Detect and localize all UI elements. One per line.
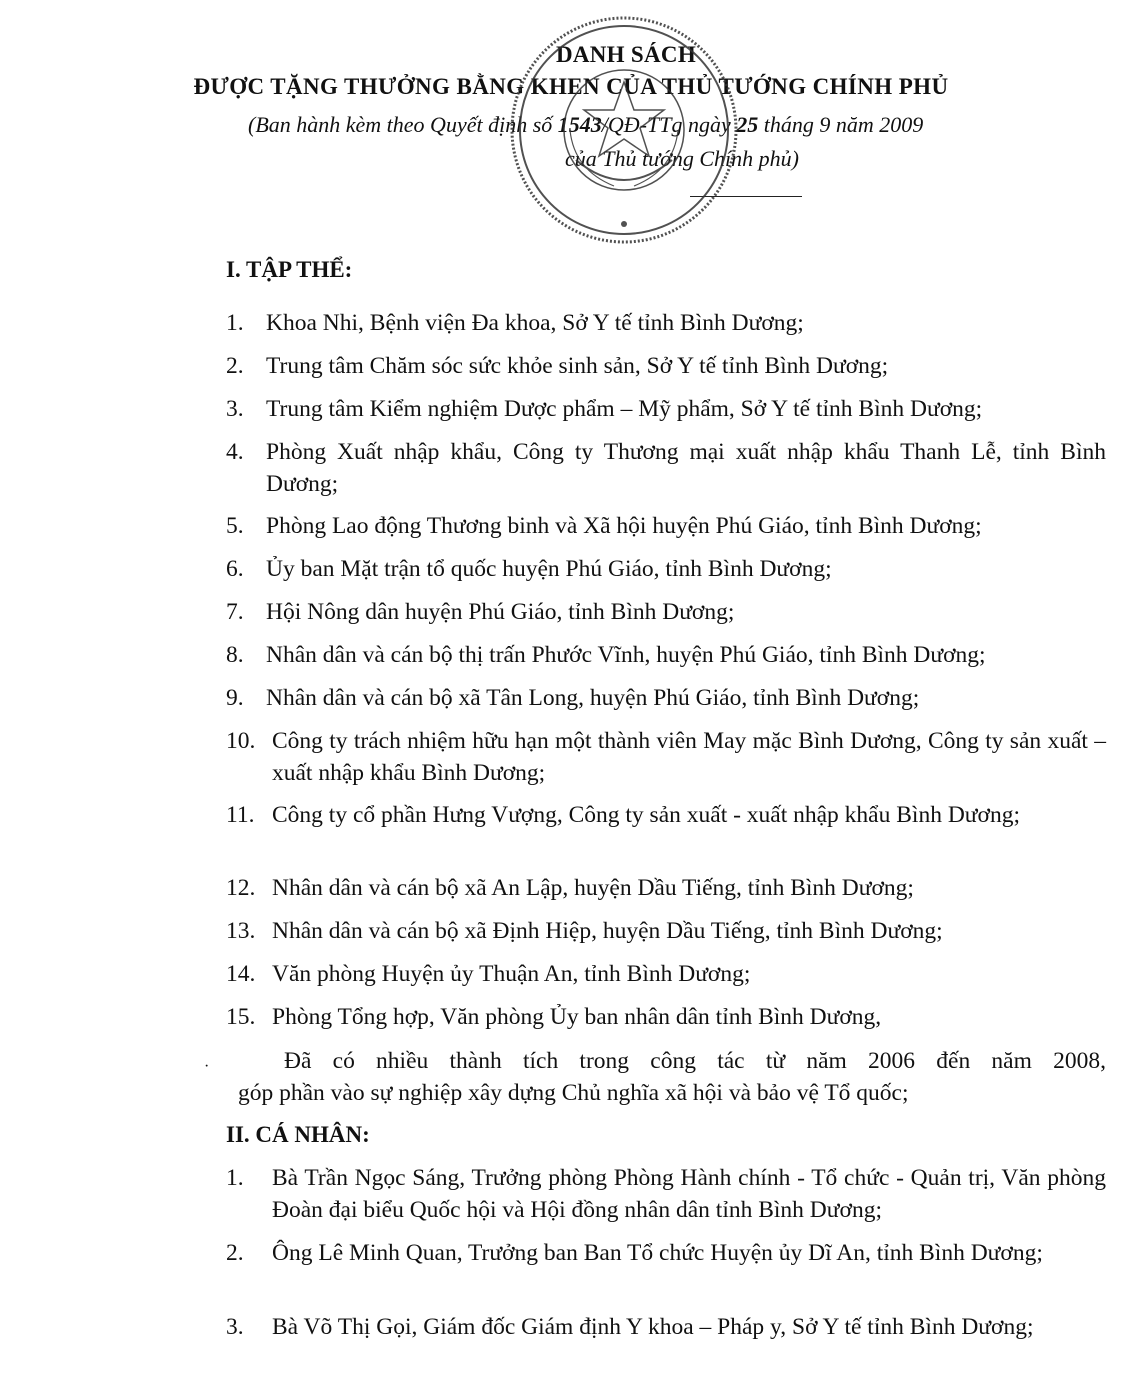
section-heading-collective: I. TẬP THỂ: [226,257,353,282]
section-heading-individual: II. CÁ NHÂN: [226,1122,370,1147]
issuance-note-line2: của Thủ tướng Chính phủ) [565,146,799,171]
collective-item-6 [226,553,1106,585]
closing-paragraph-line1: Đã có nhiều thành tích trong công tác từ năm 2006 đến năm 2008, [284,1048,1106,1074]
individual-item-3 [226,1311,1106,1343]
individual-item-2 [226,1237,1106,1269]
list-item-number: 12. [226,875,256,901]
collective-item-12 [226,872,1106,904]
scan-speck: · [204,1058,210,1075]
document-title: DANH SÁCH [555,42,697,67]
collective-item-2 [226,350,1106,382]
collective-item-15 [226,1001,1106,1033]
state-seal-icon [504,10,744,250]
list-item-number: 2. [226,1240,244,1266]
list-item-number: 5. [226,513,244,539]
list-item-text: Ông Lê Minh Quan, Trưởng ban Ban Tổ chức Huyện ủy Dĩ An, tỉnh Bình Dương; [272,1240,1043,1266]
list-item-number: 1. [226,1165,244,1191]
closing-paragraph [238,1045,1106,1109]
list-item-number: 8. [226,642,244,668]
list-item-text: Bà Võ Thị Gọi, Giám đốc Giám định Y khoa – Pháp y, Sở Y tế tỉnh Bình Dương; [272,1314,1034,1340]
collective-item-1 [226,307,1106,339]
list-item-text: Ủy ban Mặt trận tổ quốc huyện Phú Giáo, tỉnh Bình Dương; [266,556,832,582]
list-item-number: 1. [226,310,244,336]
collective-item-8 [226,639,1106,671]
list-item-number: 4. [226,439,244,465]
list-item-number: 7. [226,599,244,625]
collective-item-14 [226,958,1106,990]
collective-item-4 [226,436,1106,500]
list-item-text: Văn phòng Huyện ủy Thuận An, tỉnh Bình Dương; [272,961,751,987]
list-item-text: Trung tâm Kiểm nghiệm Dược phẩm – Mỹ phẩm, Sở Y tế tỉnh Bình Dương; [266,396,983,422]
document-subtitle-title: ĐƯỢC TẶNG THƯỞNG BẰNG KHEN CỦA THỦ TƯỚNG CHÍNH PHỦ [193,74,949,99]
collective-item-3 [226,393,1106,425]
list-item-number: 15. [226,1004,256,1030]
list-item-text: Khoa Nhi, Bệnh viện Đa khoa, Sở Y tế tỉnh Bình Dương; [266,310,804,336]
list-item-text: Nhân dân và cán bộ xã Định Hiệp, huyện Dầu Tiếng, tỉnh Bình Dương; [272,918,943,944]
list-item-text: Nhân dân và cán bộ xã An Lập, huyện Dầu Tiếng, tỉnh Bình Dương; [272,875,914,901]
list-item-text: Nhân dân và cán bộ xã Tân Long, huyện Phú Giáo, tỉnh Bình Dương; [266,685,920,711]
list-item-number: 9. [226,685,244,711]
collective-item-11 [226,799,1106,831]
issuance-note-mid: /QĐ-TTg ngày [601,112,731,137]
collective-item-7 [226,596,1106,628]
list-item-text: Phòng Xuất nhập khẩu, Công ty Thương mại xuất nhập khẩu Thanh Lễ, tỉnh Bình Dương; [266,439,1106,497]
list-item-number: 6. [226,556,244,582]
list-item-text: Nhân dân và cán bộ thị trấn Phước Vĩnh, huyện Phú Giáo, tỉnh Bình Dương; [266,642,986,668]
list-item-text: Phòng Tổng hợp, Văn phòng Ủy ban nhân dân tỉnh Bình Dương, [272,1004,882,1030]
collective-item-10 [226,725,1106,789]
collective-item-13 [226,915,1106,947]
list-item-text: Công ty cổ phần Hưng Vượng, Công ty sản xuất - xuất nhập khẩu Bình Dương; [272,802,1020,828]
decision-number: 1543 [557,112,602,137]
list-item-text: Bà Trần Ngọc Sáng, Trưởng phòng Phòng Hành chính - Tổ chức - Quản trị, Văn phòng Đoàn đại biểu Quốc hội và Hội đồng nhân dân tỉnh Bình Dương; [272,1165,1106,1223]
list-item-text: Hội Nông dân huyện Phú Giáo, tỉnh Bình Dương; [266,599,735,625]
list-item-number: 3. [226,1314,244,1340]
list-item-number: 3. [226,396,244,422]
issuance-note-suffix: tháng 9 năm 2009 [763,112,924,137]
list-item-number: 11. [226,802,255,828]
list-item-number: 2. [226,353,244,379]
list-item-number: 10. [226,728,256,754]
individual-item-1 [226,1162,1106,1226]
list-item-text: Công ty trách nhiệm hữu hạn một thành viên May mặc Bình Dương, Công ty sản xuất – xuất nhập khẩu Bình Dương; [272,728,1106,786]
list-item-number: 14. [226,961,256,987]
issuance-note-prefix: (Ban hành kèm theo Quyết định số [248,112,553,137]
collective-item-9 [226,682,1106,714]
closing-paragraph-line2: góp phần vào sự nghiệp xây dựng Chủ nghĩa xã hội và bảo vệ Tổ quốc; [238,1080,909,1106]
list-item-number: 13. [226,918,256,944]
collective-item-5 [226,510,1106,542]
list-item-text: Trung tâm Chăm sóc sức khỏe sinh sản, Sở Y tế tỉnh Bình Dương; [266,353,889,379]
list-item-text: Phòng Lao động Thương binh và Xã hội huyện Phú Giáo, tỉnh Bình Dương; [266,513,982,539]
decision-day: 25 [736,112,759,137]
